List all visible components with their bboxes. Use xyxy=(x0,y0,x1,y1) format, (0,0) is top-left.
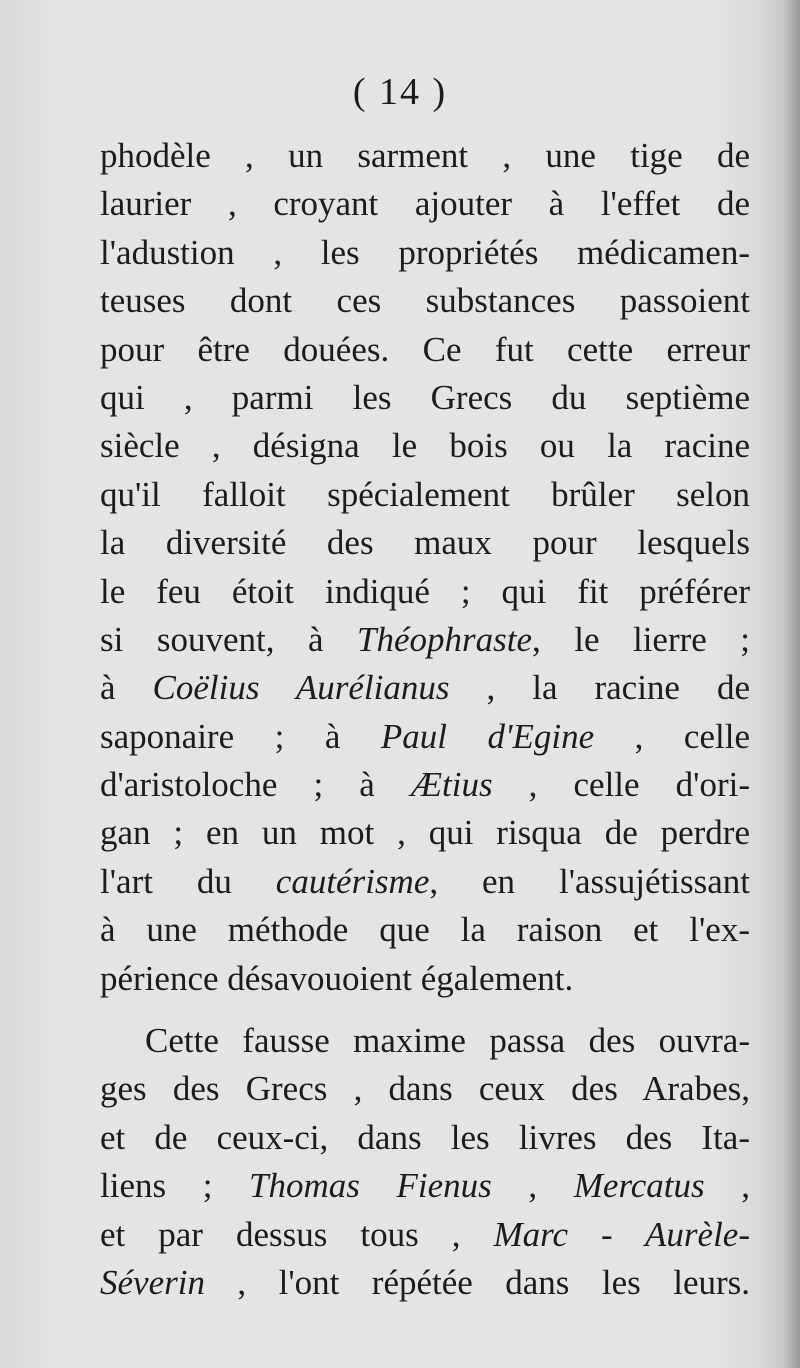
text-line: l'adustion , les propriétés médicamen- xyxy=(100,232,750,272)
italic-name: Marc - Aurèle- xyxy=(493,1214,751,1254)
page-number: ( 14 ) xyxy=(352,71,448,113)
paragraph-gap xyxy=(100,1003,750,1017)
text-line: liens ; Thomas Fienus , Mercatus , xyxy=(100,1166,751,1206)
text-line: saponaire ; à Paul d'Egine , celle xyxy=(100,716,750,756)
text-line: la diversité des maux pour lesquels xyxy=(100,523,750,563)
italic-name: Ætius xyxy=(410,765,493,805)
text-line: Cette fausse maxime passa des ouvra- xyxy=(145,1021,750,1061)
italic-name: Thomas Fienus xyxy=(249,1166,492,1206)
italic-name: Théophraste xyxy=(356,619,532,659)
text-line: et de ceux-ci, dans les livres des Ita- xyxy=(100,1117,750,1157)
text-line: phodèle , un sarment , une tige de xyxy=(100,136,750,175)
body-text xyxy=(100,132,750,1307)
text-line: à une méthode que la raison et l'ex- xyxy=(100,910,750,950)
text-line: gan ; en un mot , qui risqua de perdre xyxy=(100,813,750,853)
italic-name: Séverin xyxy=(100,1262,205,1302)
text-line: siècle , désigna le bois ou la racine xyxy=(100,426,750,466)
text-line: l'art du cautérisme, en l'assujétissant xyxy=(100,861,750,901)
text-line: et par dessus tous , Marc - Aurèle- xyxy=(100,1214,751,1254)
text-line: laurier , croyant ajouter à l'effet de xyxy=(100,184,750,224)
italic-name: Mercatus xyxy=(573,1166,705,1206)
text-line: à Coëlius Aurélianus , la racine de xyxy=(100,668,750,708)
text-line: qui , parmi les Grecs du septième xyxy=(100,377,750,417)
text-line: teuses dont ces substances passoient xyxy=(100,281,750,321)
page-gutter-edge xyxy=(782,0,800,1368)
italic-term: cautérisme xyxy=(275,861,430,901)
text-line: pour être douées. Ce fut cette erreur xyxy=(100,329,750,369)
text-line: d'aristoloche ; à Ætius , celle d'ori- xyxy=(100,765,750,805)
text-line: ges des Grecs , dans ceux des Arabes, xyxy=(100,1069,750,1109)
text-line: si souvent, à Théophraste, le lierre ; xyxy=(100,619,751,659)
italic-name: Paul d'Egine xyxy=(380,716,595,756)
text-line: Séverin , l'ont répétée dans les leurs. xyxy=(100,1262,750,1302)
text-line: qu'il falloit spécialement brûler selon xyxy=(100,474,750,514)
italic-name: Coëlius Aurélianus xyxy=(152,668,450,708)
text-line: périence désavouoient également. xyxy=(100,958,574,998)
text-line: le feu étoit indiqué ; qui fit préférer xyxy=(100,571,750,611)
